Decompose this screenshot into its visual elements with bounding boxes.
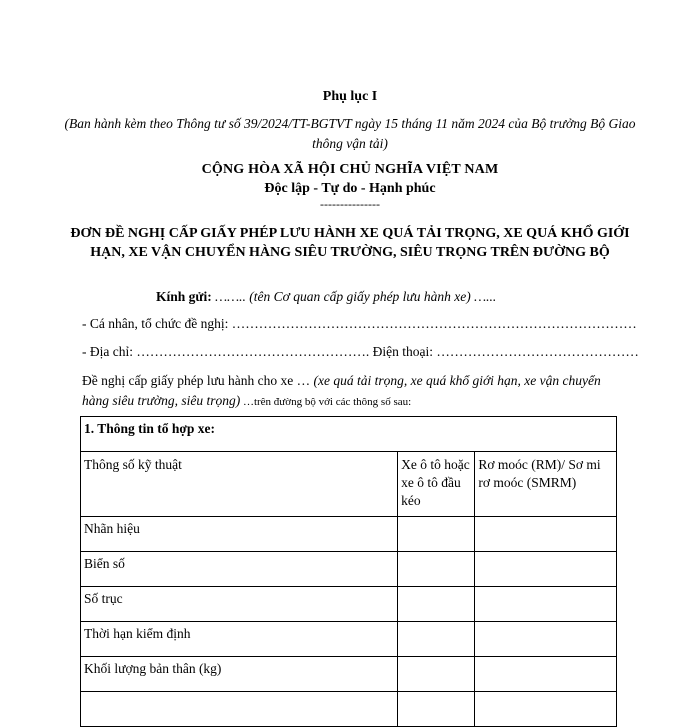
trailer-cell bbox=[475, 517, 617, 552]
trailer-cell bbox=[475, 622, 617, 657]
vehicle-spec-table bbox=[80, 416, 617, 727]
address-phone-field: - Địa chỉ: ……………………………………………. Điện thoại: ……………………………………… bbox=[82, 344, 639, 359]
table-row bbox=[81, 517, 617, 552]
table-row bbox=[81, 552, 617, 587]
table-row bbox=[81, 657, 617, 692]
request-paragraph bbox=[82, 371, 622, 412]
row-label: Biển số bbox=[81, 552, 398, 587]
column-header-spec: Thông số kỹ thuật bbox=[81, 452, 398, 517]
request-tail: …trên đường bộ với các thông số sau: bbox=[240, 396, 412, 408]
row-label-empty bbox=[81, 692, 398, 727]
table-row bbox=[81, 587, 617, 622]
table-row bbox=[81, 692, 617, 727]
vehicle-cell bbox=[398, 692, 475, 727]
issued-with-note: (Ban hành kèm theo Thông tư số 39/2024/TT-BGTVT ngày 15 tháng 11 năm 2024 của Bộ trưởng Bộ Giao thông vận tải) bbox=[64, 116, 636, 151]
vehicle-cell bbox=[398, 587, 475, 622]
trailer-cell bbox=[475, 657, 617, 692]
form-title: ĐƠN ĐỀ NGHỊ CẤP GIẤY PHÉP LƯU HÀNH XE QUÁ TẢI TRỌNG, XE QUÁ KHỔ GIỚI HẠN, XE VẬN CHUYỂN HÀNG SIÊU TRƯỜNG, SIÊU TRỌNG TRÊN ĐƯỜNG BỘ bbox=[70, 226, 630, 260]
request-vehicle-types: (xe quá tải trọng, xe quá khổ giới hạn, xe vận chuyển hàng siêu trường, siêu trọng) bbox=[82, 373, 601, 408]
column-header-vehicle: Xe ô tô hoặc xe ô tô đầu kéo bbox=[398, 452, 475, 517]
trailer-cell bbox=[475, 587, 617, 622]
section-title: 1. Thông tin tổ hợp xe: bbox=[81, 417, 617, 452]
addressee-label: Kính gửi: bbox=[156, 289, 212, 304]
addressee-placeholder: …….. (tên Cơ quan cấp giấy phép lưu hành xe) …... bbox=[211, 289, 497, 304]
applicant-field: - Cá nhân, tổ chức đề nghị: ……………………………………………………………………………… bbox=[82, 316, 637, 331]
vehicle-cell bbox=[398, 622, 475, 657]
row-label: Số trục bbox=[81, 587, 398, 622]
motto-underline: --------------- bbox=[320, 197, 380, 211]
addressee-line bbox=[156, 289, 496, 305]
table-row bbox=[81, 622, 617, 657]
column-header-trailer: Rơ moóc (RM)/ Sơ mi rơ moóc (SMRM) bbox=[475, 452, 617, 517]
table-section-row bbox=[81, 417, 617, 452]
table-header-row bbox=[81, 452, 617, 517]
vehicle-cell bbox=[398, 517, 475, 552]
vehicle-cell bbox=[398, 657, 475, 692]
country-name: CỘNG HÒA XÃ HỘI CHỦ NGHĨA VIỆT NAM bbox=[201, 162, 499, 177]
row-label: Thời hạn kiểm định bbox=[81, 622, 398, 657]
row-label: Khối lượng bản thân (kg) bbox=[81, 657, 398, 692]
appendix-heading: Phụ lục I bbox=[322, 89, 378, 104]
trailer-cell bbox=[475, 692, 617, 727]
trailer-cell bbox=[475, 552, 617, 587]
vehicle-cell bbox=[398, 552, 475, 587]
national-motto: Độc lập - Tự do - Hạnh phúc bbox=[264, 181, 436, 196]
row-label: Nhãn hiệu bbox=[81, 517, 398, 552]
request-lead: Đề nghị cấp giấy phép lưu hành cho xe … bbox=[82, 373, 314, 388]
